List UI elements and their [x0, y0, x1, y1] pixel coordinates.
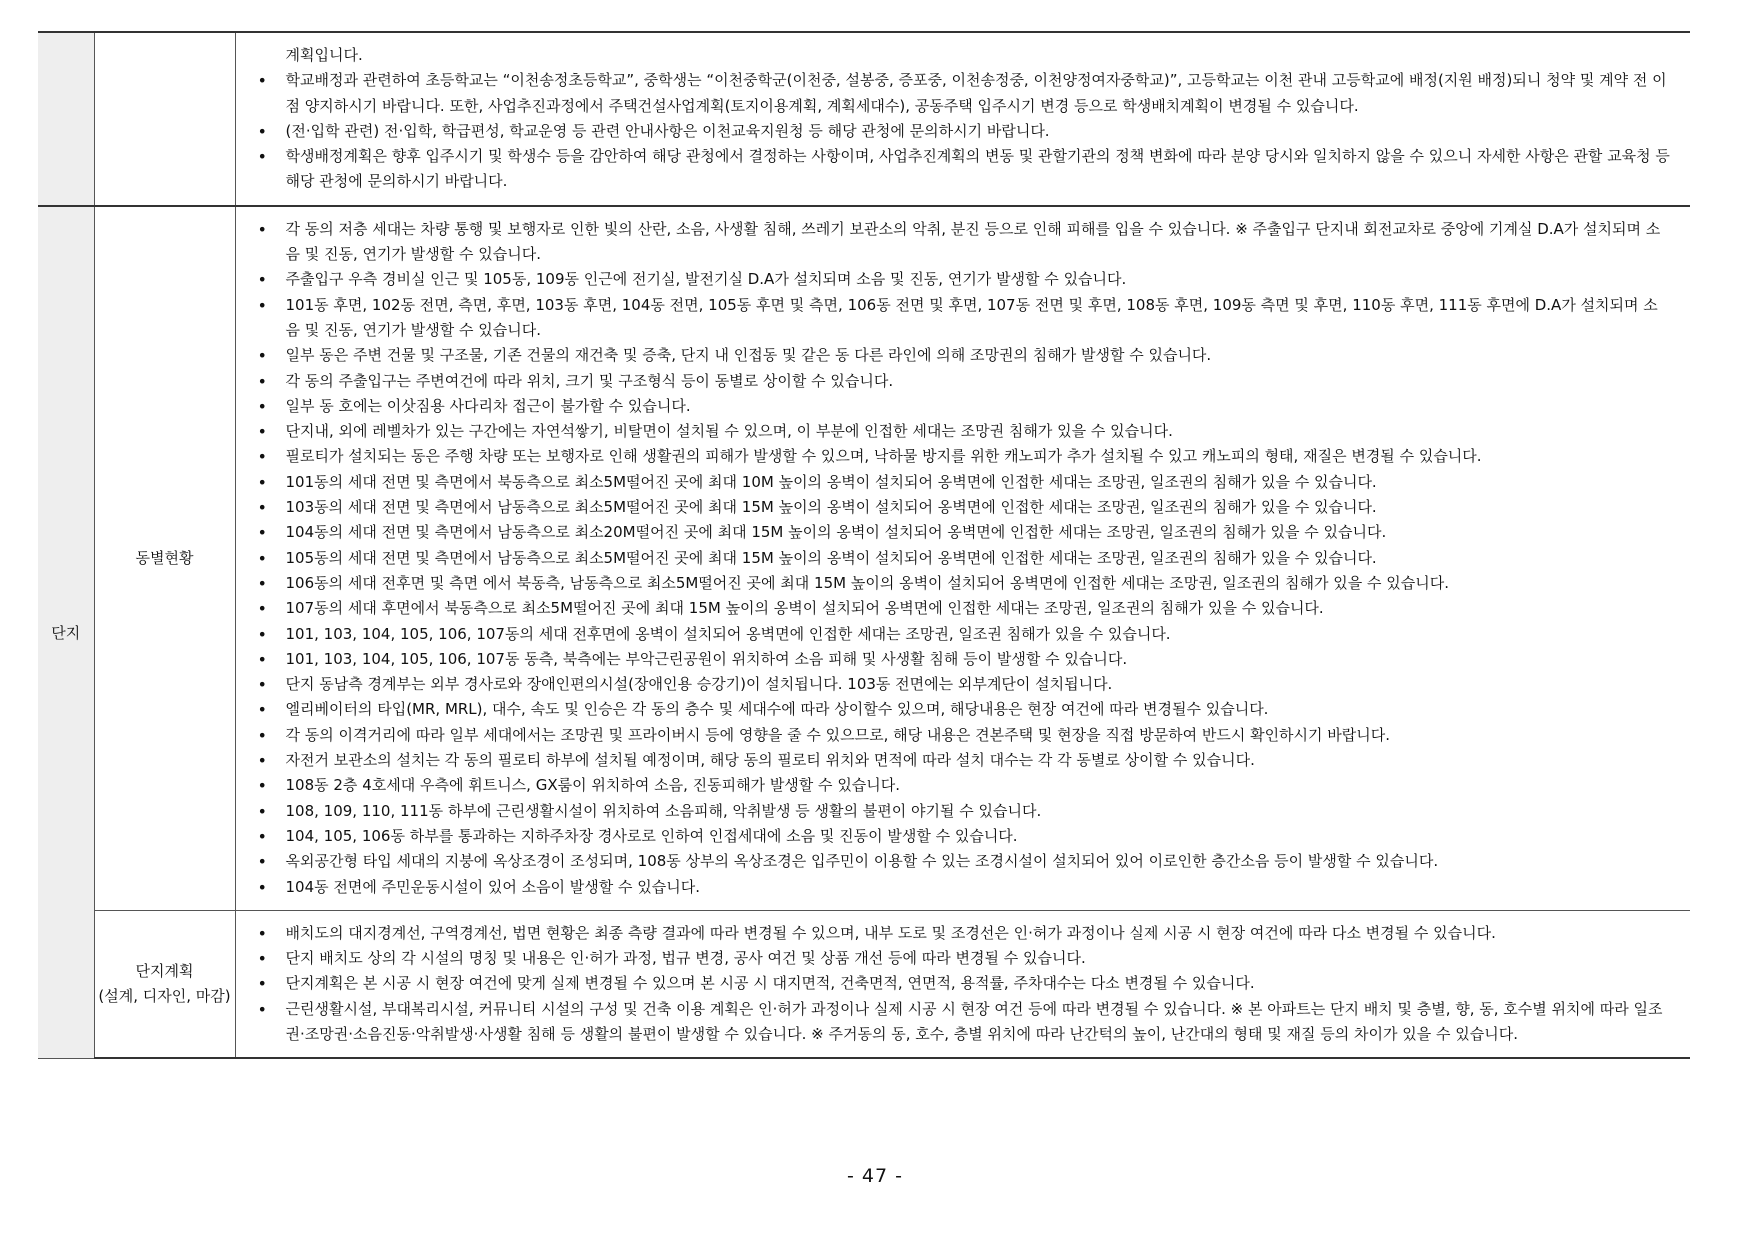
list-item: • 105동의 세대 전면 및 측면에서 남동측으로 최소5M떨어진 곳에 최대 15M 높이의 옹벽이 설치되어 옹벽면에 인접한 세대는 조망권, 일조권의 침해가 있을 수 있습니다. — [258, 546, 1671, 571]
list-item: • 108, 109, 110, 111동 하부에 근린생활시설이 위치하여 소음피해, 악취발생 등 생활의 불편이 야기될 수 있습니다. — [258, 799, 1671, 824]
page-number: - 47 - — [847, 1165, 903, 1187]
list-item: • 104동의 세대 전면 및 측면에서 남동측으로 최소20M떨어진 곳에 최대 15M 높이의 옹벽이 설치되어 옹벽면에 인접한 세대는 조망권, 일조권의 침해가 있을 수 있습니다. — [258, 520, 1671, 545]
category-cell-empty — [38, 32, 94, 206]
list-item: • 106동의 세대 전후면 및 측면 에서 북동측, 남동측으로 최소5M떨어진 곳에 최대 15M 높이의 옹벽이 설치되어 옹벽면에 인접한 세대는 조망권, 일조권의 침해가 있을 수 있습니다. — [258, 571, 1671, 596]
list-item: • 일부 동 호에는 이삿짐용 사다리차 접근이 불가할 수 있습니다. — [258, 394, 1671, 419]
dong-status-row — [38, 206, 1690, 911]
dong-status-list — [258, 217, 1671, 900]
dong-status-content — [235, 206, 1690, 911]
list-item: • 엘리베이터의 타입(MR, MRL), 대수, 속도 및 인승은 각 동의 층수 및 세대수에 따라 상이할수 있으며, 해당내용은 현장 여건에 따라 변경될수 있습니다. — [258, 697, 1671, 722]
site-plan-list — [258, 921, 1671, 1047]
site-plan-row — [38, 910, 1690, 1058]
list-item: • 단지내, 외에 레벨차가 있는 구간에는 자연석쌓기, 비탈면이 설치될 수 있으며, 이 부분에 인접한 세대는 조망권 침해가 있을 수 있습니다. — [258, 419, 1671, 444]
list-item: • 104, 105, 106동 하부를 통과하는 지하주차장 경사로로 인하여 인접세대에 소음 및 진동이 발생할 수 있습니다. — [258, 824, 1671, 849]
school-list — [258, 43, 1671, 195]
notice-table — [38, 31, 1690, 1059]
site-plan-content — [235, 910, 1690, 1058]
list-item: • 일부 동은 주변 건물 및 구조물, 기존 건물의 재건축 및 증축, 단지 내 인접동 및 같은 동 다른 라인에 의해 조망권의 침해가 발생할 수 있습니다. — [258, 343, 1671, 368]
subcategory-cell-empty — [94, 32, 235, 206]
list-item: • 배치도의 대지경계선, 구역경계선, 법면 현황은 최종 측량 결과에 따라 변경될 수 있으며, 내부 도로 및 조경선은 인·허가 과정이나 실제 시공 시 현장 여건에 따라 다소 변경될 수 있습니다. — [258, 921, 1671, 946]
list-item: • 단지계획은 본 시공 시 현장 여건에 맞게 실제 변경될 수 있으며 본 시공 시 대지면적, 건축면적, 연면적, 용적률, 주차대수는 다소 변경될 수 있습니다. — [258, 971, 1671, 996]
list-item: • 단지 배치도 상의 각 시설의 명칭 및 내용은 인·허가 과정, 법규 변경, 공사 여건 및 상품 개선 등에 따라 변경될 수 있습니다. — [258, 946, 1671, 971]
list-item: • 108동 2층 4호세대 우측에 휘트니스, GX룸이 위치하여 소음, 진동피해가 발생할 수 있습니다. — [258, 773, 1671, 798]
list-item: • (전·입학 관련) 전·입학, 학급편성, 학교운영 등 관련 안내사항은 이천교육지원청 등 해당 관청에 문의하시기 바랍니다. — [258, 119, 1671, 144]
school-row — [38, 32, 1690, 206]
list-item: • 옥외공간형 타입 세대의 지붕에 옥상조경이 조성되며, 108동 상부의 옥상조경은 입주민이 이용할 수 있는 조경시설이 설치되어 있어 이로인한 층간소음 등이 발생할 수 있습니다. — [258, 849, 1671, 874]
list-item: • 103동의 세대 전면 및 측면에서 남동측으로 최소5M떨어진 곳에 최대 15M 높이의 옹벽이 설치되어 옹벽면에 인접한 세대는 조망권, 일조권의 침해가 있을 수 있습니다. — [258, 495, 1671, 520]
list-item: • 단지 동남측 경계부는 외부 경사로와 장애인편의시설(장애인용 승강기)이 설치됩니다. 103동 전면에는 외부계단이 설치됩니다. — [258, 672, 1671, 697]
list-item: • 101동의 세대 전면 및 측면에서 북동측으로 최소5M떨어진 곳에 최대 10M 높이의 옹벽이 설치되어 옹벽면에 인접한 세대는 조망권, 일조권의 침해가 있을 수 있습니다. — [258, 470, 1671, 495]
list-item: • 101, 103, 104, 105, 106, 107동 동측, 북측에는 부악근린공원이 위치하여 소음 피해 및 사생활 침해 등이 발생할 수 있습니다. — [258, 647, 1671, 672]
list-item: • 101, 103, 104, 105, 106, 107동의 세대 전후면에 옹벽이 설치되어 옹벽면에 인접한 세대는 조망권, 일조권 침해가 있을 수 있습니다. — [258, 622, 1671, 647]
list-item: • 주출입구 우측 경비실 인근 및 105동, 109동 인근에 전기실, 발전기실 D.A가 설치되며 소음 및 진동, 연기가 발생할 수 있습니다. — [258, 267, 1671, 292]
list-item: • 학교배정과 관련하여 초등학교는 “이천송정초등학교”, 중학생는 “이천중학군(이천중, 설봉중, 증포중, 이천송정중, 이천양정여자중학교)”, 고등학교는 이천 관내 고등학교에 배정(지원 배정)되니 청약 및 계약 전 이점 양지하시기 바랍니다. 또한, 사업추진과정에서 주택건설사업계획(토지이용계획, 계획세대수), 공동주택 입주시기 변경 등으로 학생배치계획이 변경될 수 있습니다. — [258, 68, 1671, 119]
site-plan-label-sub: (설계, 디자인, 마감) — [98, 987, 231, 1006]
list-item: • 필로티가 설치되는 동은 주행 차량 또는 보행자로 인해 생활권의 피해가 발생할 수 있으며, 낙하물 방지를 위한 캐노피가 추가 설치될 수 있고 캐노피의 형태, 재질은 변경될 수 있습니다. — [258, 444, 1671, 469]
dong-status-label: 동별현황 — [94, 206, 235, 911]
list-item: • 107동의 세대 후면에서 북동측으로 최소5M떨어진 곳에 최대 15M 높이의 옹벽이 설치되어 옹벽면에 인접한 세대는 조망권, 일조권의 침해가 있을 수 있습니다. — [258, 596, 1671, 621]
list-item: • 104동 전면에 주민운동시설이 있어 소음이 발생할 수 있습니다. — [258, 875, 1671, 900]
list-item: • 근린생활시설, 부대복리시설, 커뮤니티 시설의 구성 및 건축 이용 계획은 인·허가 과정이나 실제 시공 시 현장 여건 등에 따라 변경될 수 있습니다. ※ 본 아파트는 단지 배치 및 층별, 향, 동, 호수별 위치에 따라 일조권·조망권·소음진동·악취발생·사생활 침해 등 생활의 불편이 발생할 수 있습니다. ※ 주거동의 동, 호수, 층별 위치에 따라 난간턱의 높이, 난간대의 형태 및 재질 등의 차이가 있을 수 있습니다. — [258, 997, 1671, 1048]
list-item: • 각 동의 이격거리에 따라 일부 세대에서는 조망권 및 프라이버시 등에 영향을 줄 수 있으므로, 해당 내용은 견본주택 및 현장을 직접 방문하여 반드시 확인하시기 바랍니다. — [258, 723, 1671, 748]
site-plan-label-main: 단지계획 — [135, 962, 194, 981]
list-item: 계획입니다. — [285, 46, 363, 64]
section-label-danji: 단지 — [38, 206, 94, 1059]
list-item: • 각 동의 저층 세대는 차량 통행 및 보행자로 인한 빛의 산란, 소음, 사생활 침해, 쓰레기 보관소의 악취, 분진 등으로 인해 피해를 입을 수 있습니다. ※ 주출입구 단지내 회전교차로 중앙에 기계실 D.A가 설치되며 소음 및 진동, 연기가 발생할 수 있습니다. — [258, 217, 1671, 268]
list-item: • 학생배정계획은 향후 입주시기 및 학생수 등을 감안하여 해당 관청에서 결정하는 사항이며, 사업추진계획의 변동 및 관할기관의 정책 변화에 따라 분양 당시와 일치하지 않을 수 있으니 자세한 사항은 관할 교육청 등 해당 관청에 문의하시기 바랍니다. — [258, 144, 1671, 195]
list-item: • 각 동의 주출입구는 주변여건에 따라 위치, 크기 및 구조형식 등이 동별로 상이할 수 있습니다. — [258, 369, 1671, 394]
site-plan-label — [94, 910, 235, 1058]
school-content — [235, 32, 1690, 206]
list-item: • 자전거 보관소의 설치는 각 동의 필로티 하부에 설치될 예정이며, 해당 동의 필로티 위치와 면적에 따라 설치 대수는 각 각 동별로 상이할 수 있습니다. — [258, 748, 1671, 773]
list-item: • 101동 후면, 102동 전면, 측면, 후면, 103동 후면, 104동 전면, 105동 후면 및 측면, 106동 전면 및 후면, 107동 전면 및 후면, 108동 후면, 109동 측면 및 후면, 110동 후면, 111동 후면에 D.A가 설치되며 소음 및 진동, 연기가 발생할 수 있습니다. — [258, 293, 1671, 344]
